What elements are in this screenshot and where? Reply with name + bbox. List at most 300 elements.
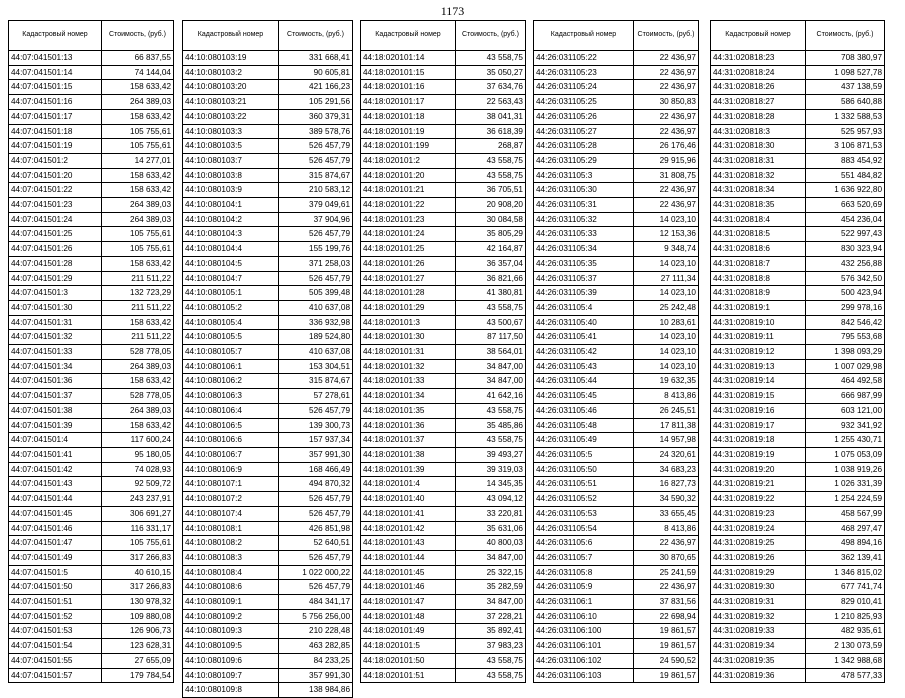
cost-cell: 27 655,09 — [102, 653, 174, 668]
cost-cell: 12 153,36 — [634, 227, 699, 242]
cost-cell: 40 800,03 — [456, 536, 526, 551]
table-row — [9, 492, 174, 507]
cadastral-number-cell: 44:07:041501:18 — [9, 124, 102, 139]
table-row — [711, 109, 885, 124]
cadastral-number-cell: 44:31:020819:1 — [711, 300, 806, 315]
cadastral-number-cell: 44:18:020101:43 — [361, 536, 456, 551]
table-row — [711, 242, 885, 257]
cost-cell: 87 117,50 — [456, 330, 526, 345]
cost-cell: 36 357,04 — [456, 256, 526, 271]
cadastral-number-cell: 44:26:031105:48 — [534, 418, 634, 433]
table-row — [9, 550, 174, 565]
table-row — [9, 536, 174, 551]
table-row — [711, 139, 885, 154]
cadastral-number-cell: 44:31:020818:8 — [711, 271, 806, 286]
cost-cell: 526 457,79 — [279, 271, 353, 286]
cadastral-table — [533, 20, 699, 683]
cost-cell: 158 633,42 — [102, 183, 174, 198]
cost-cell: 463 282,85 — [279, 639, 353, 654]
cadastral-number-cell: 44:31:020819:36 — [711, 668, 806, 683]
table-row — [183, 683, 353, 698]
cost-cell: 5 756 256,00 — [279, 609, 353, 624]
table-row — [183, 183, 353, 198]
table-row — [534, 595, 699, 610]
cost-cell: 123 628,31 — [102, 639, 174, 654]
cost-cell: 306 691,27 — [102, 506, 174, 521]
cadastral-number-cell: 44:26:031105:32 — [534, 212, 634, 227]
cost-cell: 34 847,00 — [456, 374, 526, 389]
cadastral-number-cell: 44:26:031105:27 — [534, 124, 634, 139]
cost-cell: 24 590,52 — [634, 653, 699, 668]
cost-cell: 1 007 029,98 — [806, 359, 885, 374]
cadastral-number-cell: 44:07:041501:16 — [9, 95, 102, 110]
cost-cell: 14 023,10 — [634, 330, 699, 345]
table-row — [711, 65, 885, 80]
table-row — [9, 109, 174, 124]
cost-cell: 1 636 922,80 — [806, 183, 885, 198]
table-row — [9, 521, 174, 536]
cost-cell: 34 847,00 — [456, 595, 526, 610]
table-row — [183, 462, 353, 477]
table-row — [361, 580, 526, 595]
cadastral-number-cell: 44:18:020101:3 — [361, 315, 456, 330]
cost-cell: 158 633,42 — [102, 374, 174, 389]
cadastral-number-cell: 44:10:080105:7 — [183, 345, 279, 360]
cost-cell: 932 341,92 — [806, 418, 885, 433]
cadastral-number-cell: 44:31:020818:27 — [711, 95, 806, 110]
cost-cell: 116 331,17 — [102, 521, 174, 536]
cost-cell: 43 558,75 — [456, 300, 526, 315]
cost-cell: 20 908,20 — [456, 198, 526, 213]
table-row — [534, 212, 699, 227]
cost-cell: 1 098 527,78 — [806, 65, 885, 80]
cost-cell: 2 130 073,59 — [806, 639, 885, 654]
cost-cell: 14 023,10 — [634, 212, 699, 227]
table-row — [9, 447, 174, 462]
cost-cell: 410 637,08 — [279, 345, 353, 360]
cost-cell: 795 553,68 — [806, 330, 885, 345]
cadastral-number-cell: 44:18:020101:49 — [361, 624, 456, 639]
cost-cell: 37 831,56 — [634, 595, 699, 610]
cadastral-number-cell: 44:26:031105:7 — [534, 550, 634, 565]
cost-cell: 36 705,51 — [456, 183, 526, 198]
table-row — [9, 374, 174, 389]
cost-cell: 1 342 988,68 — [806, 653, 885, 668]
cost-cell: 528 778,05 — [102, 389, 174, 404]
table-row — [711, 624, 885, 639]
cadastral-number-cell: 44:31:020818:3 — [711, 124, 806, 139]
cost-cell: 30 870,65 — [634, 550, 699, 565]
table-row — [534, 418, 699, 433]
cost-cell: 336 932,98 — [279, 315, 353, 330]
table-row — [711, 227, 885, 242]
cost-cell: 22 436,97 — [634, 109, 699, 124]
cost-cell: 830 323,94 — [806, 242, 885, 257]
cost-cell: 829 010,41 — [806, 595, 885, 610]
cadastral-number-cell: 44:10:080103:19 — [183, 51, 279, 66]
cadastral-number-cell: 44:31:020819:20 — [711, 462, 806, 477]
cost-cell: 42 164,87 — [456, 242, 526, 257]
cadastral-number-cell: 44:26:031106:102 — [534, 653, 634, 668]
table-row — [711, 521, 885, 536]
cadastral-number-cell: 44:31:020819:15 — [711, 389, 806, 404]
cadastral-number-cell: 44:31:020819:24 — [711, 521, 806, 536]
cost-cell: 30 084,58 — [456, 212, 526, 227]
cost-cell: 211 511,22 — [102, 300, 174, 315]
cost-cell: 1 210 825,93 — [806, 609, 885, 624]
cadastral-number-cell: 44:10:080104:1 — [183, 198, 279, 213]
cadastral-number-cell: 44:31:020819:33 — [711, 624, 806, 639]
table-row — [9, 256, 174, 271]
cadastral-number-cell: 44:18:020101:21 — [361, 183, 456, 198]
table-row — [711, 477, 885, 492]
cadastral-number-cell: 44:07:041501:44 — [9, 492, 102, 507]
cadastral-number-cell: 44:31:020818:28 — [711, 109, 806, 124]
table-row — [9, 286, 174, 301]
cadastral-number-cell: 44:07:041501:23 — [9, 198, 102, 213]
table-row — [9, 595, 174, 610]
cadastral-number-cell: 44:18:020101:41 — [361, 506, 456, 521]
cadastral-number-cell: 44:31:020819:32 — [711, 609, 806, 624]
table-row — [534, 300, 699, 315]
cost-cell: 458 567,99 — [806, 506, 885, 521]
cadastral-number-cell: 44:31:020818:34 — [711, 183, 806, 198]
cadastral-number-cell: 44:07:041501:51 — [9, 595, 102, 610]
cost-cell: 243 237,91 — [102, 492, 174, 507]
cost-cell: 90 605,81 — [279, 65, 353, 80]
cadastral-number-cell: 44:07:041501:25 — [9, 227, 102, 242]
cadastral-number-cell: 44:07:041501:19 — [9, 139, 102, 154]
cost-cell: 1 038 919,26 — [806, 462, 885, 477]
table-row — [534, 242, 699, 257]
cadastral-number-cell: 44:10:080108:3 — [183, 550, 279, 565]
cadastral-number-cell: 44:31:020818:30 — [711, 139, 806, 154]
cost-cell: 663 520,69 — [806, 198, 885, 213]
cadastral-number-cell: 44:18:020101:14 — [361, 51, 456, 66]
table-row — [183, 286, 353, 301]
table-row — [534, 492, 699, 507]
cadastral-number-cell: 44:10:080109:8 — [183, 683, 279, 698]
cadastral-number-cell: 44:10:080104:5 — [183, 256, 279, 271]
table-row — [711, 80, 885, 95]
table-row — [361, 212, 526, 227]
cost-cell: 14 277,01 — [102, 153, 174, 168]
cost-cell: 35 282,59 — [456, 580, 526, 595]
cost-cell: 14 345,35 — [456, 477, 526, 492]
cadastral-number-cell: 44:26:031105:30 — [534, 183, 634, 198]
cadastral-number-cell: 44:26:031105:22 — [534, 51, 634, 66]
cadastral-number-cell: 44:07:041501:37 — [9, 389, 102, 404]
cost-cell: 158 633,42 — [102, 315, 174, 330]
cadastral-number-cell: 44:18:020101:35 — [361, 403, 456, 418]
page-number: 1173 — [440, 4, 465, 18]
table-row — [361, 550, 526, 565]
cadastral-number-cell: 44:31:020819:26 — [711, 550, 806, 565]
cadastral-number-cell: 44:18:020101:48 — [361, 609, 456, 624]
table-row — [183, 506, 353, 521]
cost-cell: 29 915,96 — [634, 153, 699, 168]
table-row — [183, 124, 353, 139]
cadastral-number-cell: 44:18:020101:18 — [361, 109, 456, 124]
cadastral-number-cell: 44:31:020819:14 — [711, 374, 806, 389]
cost-cell: 464 492,58 — [806, 374, 885, 389]
cadastral-number-cell: 44:31:020818:9 — [711, 286, 806, 301]
cadastral-number-cell: 44:10:080107:1 — [183, 477, 279, 492]
cadastral-number-cell: 44:07:041501:45 — [9, 506, 102, 521]
cadastral-number-cell: 44:31:020818:24 — [711, 65, 806, 80]
cadastral-number-cell: 44:31:020818:7 — [711, 256, 806, 271]
table-row — [361, 521, 526, 536]
table-row — [361, 65, 526, 80]
table-row — [183, 139, 353, 154]
cadastral-number-cell: 44:31:020819:11 — [711, 330, 806, 345]
table-row — [534, 198, 699, 213]
cadastral-number-cell: 44:31:020819:25 — [711, 536, 806, 551]
table-row — [183, 550, 353, 565]
table-row — [9, 624, 174, 639]
table-row — [361, 168, 526, 183]
table-row — [534, 477, 699, 492]
cost-cell: 105 755,61 — [102, 242, 174, 257]
cost-cell: 264 389,03 — [102, 359, 174, 374]
table-row — [183, 242, 353, 257]
table-row — [361, 256, 526, 271]
table-row — [183, 521, 353, 536]
table-row — [183, 639, 353, 654]
table-row — [534, 139, 699, 154]
cadastral-number-cell: 44:26:031106:103 — [534, 668, 634, 683]
table-row — [534, 389, 699, 404]
table-row — [534, 345, 699, 360]
table-row — [711, 668, 885, 683]
table-row — [711, 183, 885, 198]
table-row — [361, 506, 526, 521]
cost-cell: 39 319,03 — [456, 462, 526, 477]
cost-cell: 43 558,75 — [456, 433, 526, 448]
cadastral-number-cell: 44:18:020101:30 — [361, 330, 456, 345]
table-header-row — [711, 21, 885, 51]
table-row — [711, 168, 885, 183]
cadastral-number-cell: 44:26:031105:31 — [534, 198, 634, 213]
cost-cell: 576 342,50 — [806, 271, 885, 286]
cost-cell: 157 937,34 — [279, 433, 353, 448]
cost-cell: 117 600,24 — [102, 433, 174, 448]
cost-cell: 526 457,79 — [279, 580, 353, 595]
cadastral-number-cell: 44:07:041501:30 — [9, 300, 102, 315]
cost-cell: 357 991,30 — [279, 668, 353, 683]
table-row — [711, 389, 885, 404]
cost-cell: 1 255 430,71 — [806, 433, 885, 448]
cadastral-number-cell: 44:07:041501:31 — [9, 315, 102, 330]
cost-cell: 551 484,82 — [806, 168, 885, 183]
table-row — [711, 550, 885, 565]
cost-cell: 36 821,66 — [456, 271, 526, 286]
cost-cell: 526 457,79 — [279, 403, 353, 418]
table-row — [711, 300, 885, 315]
table-row — [534, 183, 699, 198]
table-row — [361, 492, 526, 507]
cadastral-number-cell: 44:18:020101:2 — [361, 153, 456, 168]
table-row — [534, 506, 699, 521]
cost-cell: 1 332 588,53 — [806, 109, 885, 124]
cost-cell: 586 640,88 — [806, 95, 885, 110]
table-row — [361, 183, 526, 198]
table-row — [9, 668, 174, 683]
table-row — [534, 462, 699, 477]
cost-cell: 105 755,61 — [102, 124, 174, 139]
cost-cell: 41 380,81 — [456, 286, 526, 301]
cadastral-number-cell: 44:10:080105:4 — [183, 315, 279, 330]
cadastral-number-cell: 44:10:080103:2 — [183, 65, 279, 80]
cadastral-number-cell: 44:07:041501:5 — [9, 565, 102, 580]
table-row — [361, 271, 526, 286]
cadastral-number-cell: 44:18:020101:45 — [361, 565, 456, 580]
cadastral-number-cell: 44:31:020819:16 — [711, 403, 806, 418]
cadastral-number-cell: 44:26:031105:23 — [534, 65, 634, 80]
cadastral-number-cell: 44:10:080104:7 — [183, 271, 279, 286]
cost-cell: 26 245,51 — [634, 403, 699, 418]
header-cost: Стоимость, (руб.) — [279, 21, 353, 51]
table-row — [183, 168, 353, 183]
cost-cell: 158 633,42 — [102, 418, 174, 433]
cadastral-number-cell: 44:07:041501:32 — [9, 330, 102, 345]
cost-cell: 37 904,96 — [279, 212, 353, 227]
table-header-row — [183, 21, 353, 51]
table-row — [361, 403, 526, 418]
cadastral-number-cell: 44:18:020101:15 — [361, 65, 456, 80]
cost-cell: 35 485,86 — [456, 418, 526, 433]
cadastral-number-cell: 44:07:041501:36 — [9, 374, 102, 389]
table-row — [183, 109, 353, 124]
cost-cell: 35 050,27 — [456, 65, 526, 80]
cadastral-number-cell: 44:26:031105:37 — [534, 271, 634, 286]
table-row — [711, 536, 885, 551]
table-row — [183, 212, 353, 227]
table-row — [183, 315, 353, 330]
cadastral-number-cell: 44:10:080109:3 — [183, 624, 279, 639]
table-row — [534, 521, 699, 536]
cadastral-number-cell: 44:26:031105:54 — [534, 521, 634, 536]
cadastral-number-cell: 44:10:080103:8 — [183, 168, 279, 183]
cadastral-number-cell: 44:10:080103:7 — [183, 153, 279, 168]
cost-cell: 16 827,73 — [634, 477, 699, 492]
table-row — [361, 330, 526, 345]
cost-cell: 14 023,10 — [634, 286, 699, 301]
table-row — [361, 345, 526, 360]
cost-cell: 526 457,79 — [279, 550, 353, 565]
cost-cell: 31 808,75 — [634, 168, 699, 183]
table-row — [361, 447, 526, 462]
cost-cell: 22 436,97 — [634, 536, 699, 551]
cadastral-number-cell: 44:26:031105:3 — [534, 168, 634, 183]
cost-cell: 43 500,67 — [456, 315, 526, 330]
header-cost: Стоимость, (руб.) — [102, 21, 174, 51]
table-row — [183, 51, 353, 66]
table-row — [183, 65, 353, 80]
cadastral-table — [710, 20, 885, 683]
table-row — [9, 639, 174, 654]
table-row — [183, 668, 353, 683]
cadastral-number-cell: 44:26:031105:8 — [534, 565, 634, 580]
cost-cell: 34 590,32 — [634, 492, 699, 507]
cadastral-number-cell: 44:31:020819:19 — [711, 447, 806, 462]
cadastral-number-cell: 44:18:020101:17 — [361, 95, 456, 110]
table-row — [183, 359, 353, 374]
cost-cell: 1 026 331,39 — [806, 477, 885, 492]
cost-cell: 33 655,45 — [634, 506, 699, 521]
cost-cell: 317 266,83 — [102, 550, 174, 565]
cadastral-number-cell: 44:18:020101:199 — [361, 139, 456, 154]
table-row — [534, 668, 699, 683]
table-row — [711, 198, 885, 213]
table-row — [361, 286, 526, 301]
cost-cell: 883 454,92 — [806, 153, 885, 168]
table-row — [534, 330, 699, 345]
table-row — [361, 653, 526, 668]
cadastral-number-cell: 44:26:031105:52 — [534, 492, 634, 507]
cost-cell: 268,87 — [456, 139, 526, 154]
table-row — [534, 403, 699, 418]
table-row — [534, 624, 699, 639]
table-row — [183, 153, 353, 168]
cadastral-number-cell: 44:26:031105:50 — [534, 462, 634, 477]
table-row — [361, 242, 526, 257]
table-row — [183, 403, 353, 418]
cadastral-number-cell: 44:31:020818:23 — [711, 51, 806, 66]
cadastral-number-cell: 44:07:041501:52 — [9, 609, 102, 624]
cadastral-number-cell: 44:26:031106:100 — [534, 624, 634, 639]
cadastral-number-cell: 44:07:041501:3 — [9, 286, 102, 301]
table-row — [183, 433, 353, 448]
table-row — [183, 653, 353, 668]
cost-cell: 24 320,61 — [634, 447, 699, 462]
cadastral-number-cell: 44:18:020101:36 — [361, 418, 456, 433]
header-cadastral-number: Кадастровый номер — [9, 21, 102, 51]
table-row — [711, 433, 885, 448]
cost-cell: 454 236,04 — [806, 212, 885, 227]
cost-cell: 1 254 224,59 — [806, 492, 885, 507]
cadastral-number-cell: 44:18:020101:22 — [361, 198, 456, 213]
table-row — [9, 124, 174, 139]
cadastral-number-cell: 44:10:080109:2 — [183, 609, 279, 624]
cost-cell: 357 991,30 — [279, 447, 353, 462]
cost-cell: 331 668,41 — [279, 51, 353, 66]
table-row — [9, 65, 174, 80]
cost-cell: 43 094,12 — [456, 492, 526, 507]
cost-cell: 264 389,03 — [102, 403, 174, 418]
table-row — [534, 580, 699, 595]
cadastral-number-cell: 44:26:031105:44 — [534, 374, 634, 389]
cost-cell: 468 297,47 — [806, 521, 885, 536]
cost-cell: 371 258,03 — [279, 256, 353, 271]
cost-cell: 528 778,05 — [102, 345, 174, 360]
cost-cell: 8 413,86 — [634, 521, 699, 536]
table-row — [361, 462, 526, 477]
cadastral-number-cell: 44:10:080109:7 — [183, 668, 279, 683]
table-row — [183, 300, 353, 315]
cadastral-number-cell: 44:07:041501:26 — [9, 242, 102, 257]
cadastral-number-cell: 44:10:080109:1 — [183, 595, 279, 610]
cadastral-number-cell: 44:10:080108:6 — [183, 580, 279, 595]
cadastral-number-cell: 44:07:041501:55 — [9, 653, 102, 668]
cadastral-number-cell: 44:07:041501:53 — [9, 624, 102, 639]
cadastral-number-cell: 44:18:020101:42 — [361, 521, 456, 536]
table-row — [361, 51, 526, 66]
cadastral-number-cell: 44:10:080109:6 — [183, 653, 279, 668]
table-row — [711, 639, 885, 654]
cost-cell: 43 558,75 — [456, 51, 526, 66]
cost-cell: 19 861,57 — [634, 624, 699, 639]
